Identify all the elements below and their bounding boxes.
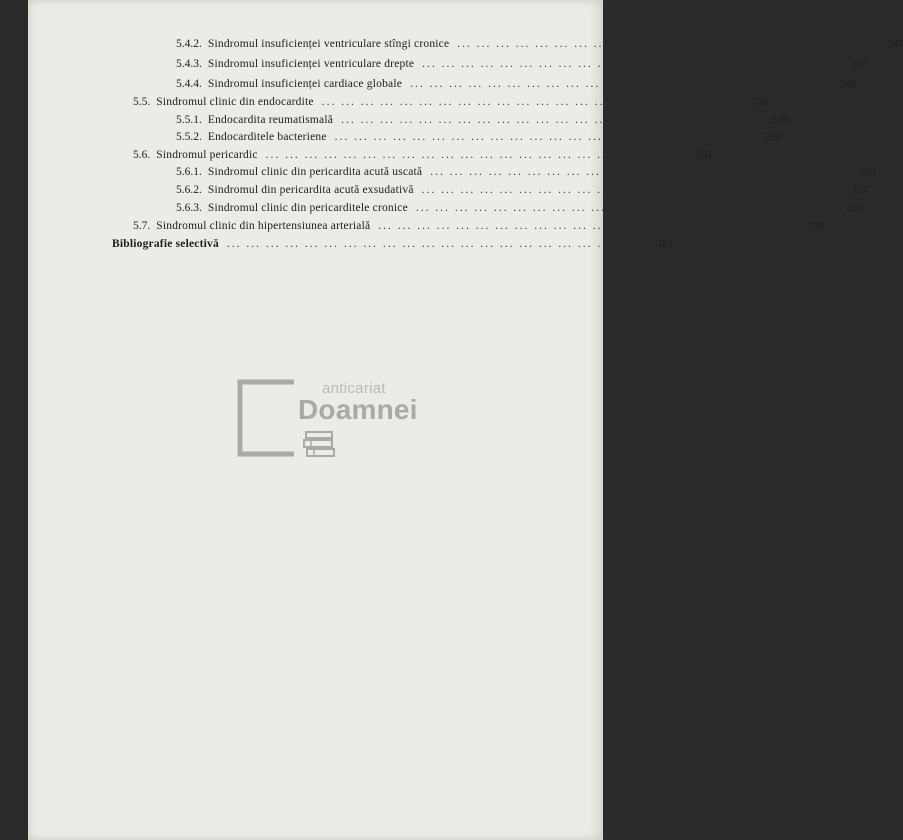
toc-entry [133, 96, 768, 113]
toc-entry-number: 5.4.3. [176, 58, 202, 70]
toc-entry-page: 263 [657, 239, 673, 250]
toc-leader-dots: ... ... ... ... ... ... ... ... ... ... ... ... ... ... ... ... ... ... ... ... ... ... [410, 78, 835, 90]
toc-leader-dots: ... ... ... ... ... ... ... ... ... ... ... ... ... ... ... ... ... ... ... ... ... ... [226, 238, 652, 250]
toc-entry-title: Sindromul clinic din pericarditele cronice [207, 202, 408, 214]
toc-entry-page: 254 [851, 185, 868, 196]
toc-entry-number: 5.6. [133, 149, 151, 161]
toc-entry-title: Sindromul clinic din endocardite [156, 96, 314, 108]
toc-entry-number: 5.6.1. [176, 166, 202, 178]
toc-entry [176, 78, 856, 95]
toc-entry-number: 5.6.3. [176, 202, 202, 214]
watermark-frame-icon [236, 378, 296, 458]
toc-entry-title: Sindromul insuficienței ventriculare stîngi cronice [207, 38, 450, 50]
toc-entry [176, 166, 877, 183]
toc-leader-dots: ... ... ... ... ... ... ... ... ... ... ... ... ... ... ... ... ... ... ... ... ... ... [321, 96, 746, 108]
books-icon [302, 430, 338, 458]
toc-entry-number: 5.7. [133, 220, 151, 232]
toc-leader-dots: ... ... ... ... ... ... ... ... ... ... ... ... ... ... ... ... ... ... ... ... ... ... [265, 149, 690, 161]
toc-entry [176, 58, 869, 75]
toc-entry-title: Sindromul insuficienței cardiace globale [207, 78, 403, 90]
toc-entry-title: Sindromul insuficienței ventriculare drepte [207, 58, 415, 70]
toc-entry-number: 5.5.1. [176, 114, 202, 126]
toc-leader-dots: ... ... ... ... ... ... ... ... ... ... ... ... ... ... ... ... ... ... ... ... ... ... [378, 220, 803, 232]
toc-entry-page: 253 [695, 150, 712, 161]
toc-entry-page: 247 [852, 59, 869, 70]
toc-entry [176, 114, 787, 131]
toc-entry-title: Sindromul clinic din pericardita acută uscată [207, 166, 423, 178]
toc-leader-dots: ... ... ... ... ... ... ... ... ... ... ... ... ... ... ... ... ... ... ... ... ... ... [422, 58, 847, 70]
toc-entry-page: 247 [887, 39, 903, 50]
toc-entry-page: 248 [840, 79, 856, 90]
book-page [28, 0, 903, 840]
toc-entry-number: 5.5.2. [176, 131, 202, 143]
toc-leader-dots: ... ... ... ... ... ... ... ... ... ... ... ... ... ... ... ... ... ... ... ... ... ... [430, 166, 855, 178]
toc-entry-title: Sindromul clinic din hipertensiunea arterială [156, 220, 371, 232]
toc-entry-page: 256 [846, 203, 862, 214]
toc-entry-number: 5.6.2. [176, 184, 202, 196]
toc-entry [133, 220, 825, 237]
toc-entry [176, 131, 781, 148]
toc-entry [176, 38, 903, 55]
toc-leader-dots: ... ... ... ... ... ... ... ... ... ... ... ... ... ... ... ... ... ... ... ... ... ... [334, 131, 759, 143]
toc-entry-page: 248 [751, 97, 768, 108]
toc-entry-title: Sindromul pericardic [156, 149, 258, 161]
toc-entry-page: 249 [771, 115, 787, 126]
toc-entry-number: 5.4.4. [176, 78, 202, 90]
watermark-small-text: anticariat [322, 380, 386, 397]
toc-entry [133, 149, 712, 166]
toc-entry-title: Bibliografie selectivă [112, 238, 219, 250]
toc-entry-title: Endocardita reumatismală [207, 114, 334, 126]
toc-entry-page: 250 [764, 132, 781, 143]
toc-entry-title: Sindromul din pericardita acută exsudativă [207, 184, 414, 196]
toc-entry-bibliography [112, 238, 673, 255]
toc-leader-dots: ... ... ... ... ... ... ... ... ... ... ... ... ... ... ... ... ... ... ... ... ... ... [415, 202, 840, 214]
toc-entry [176, 202, 862, 219]
toc-entry [176, 184, 868, 201]
toc-leader-dots: ... ... ... ... ... ... ... ... ... ... ... ... ... ... ... ... ... ... ... ... ... ... [421, 184, 846, 196]
toc-entry-number: 5.4.2. [176, 38, 202, 50]
toc-entry-number: 5.5. [133, 96, 151, 108]
watermark-logo [236, 378, 426, 464]
toc-leader-dots: ... ... ... ... ... ... ... ... ... ... ... ... ... ... ... ... ... ... ... ... ... ... [341, 114, 766, 126]
toc-leader-dots: ... ... ... ... ... ... ... ... ... ... ... ... ... ... ... ... ... ... ... ... ... ... [457, 38, 882, 50]
watermark-big-text: Doamnei [298, 394, 418, 425]
toc-entry-page: 254 [860, 167, 877, 178]
toc-entry-page: 258 [808, 221, 825, 232]
toc-entry-title: Endocarditele bacteriene [207, 131, 327, 143]
